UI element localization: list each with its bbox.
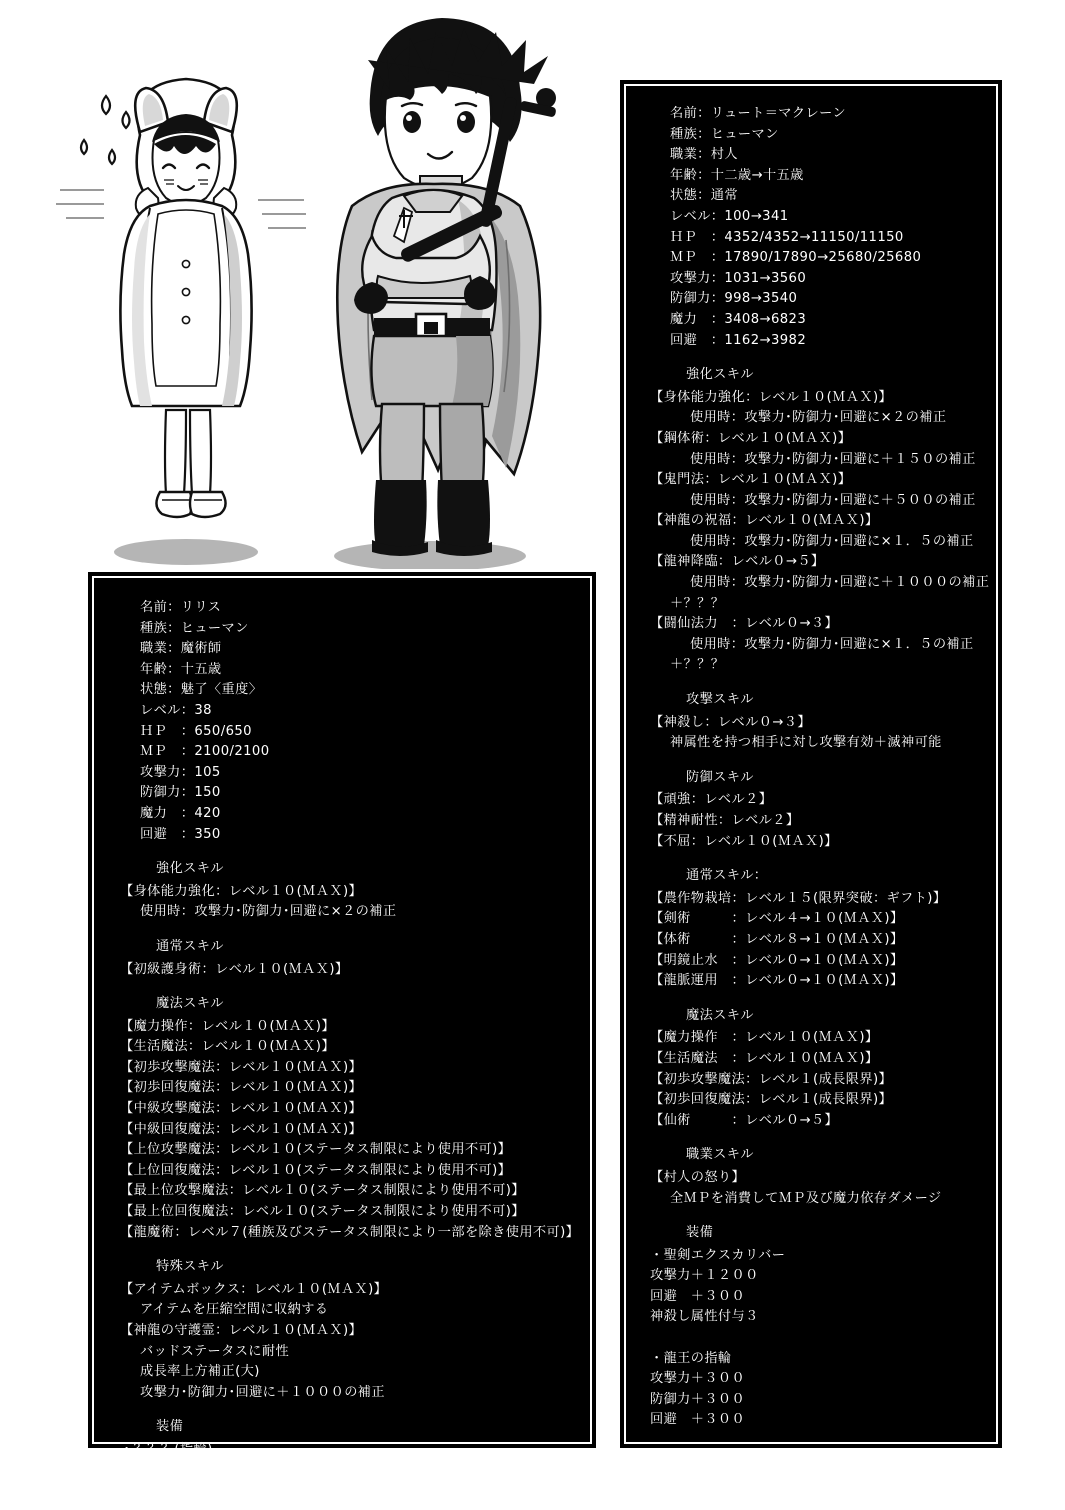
ryuto-name: 名前：リュート＝マクレーン [670, 106, 846, 121]
lilith-eva: 回避 ：350 [140, 826, 221, 842]
skill-line: 【龍神降臨：レベル０→５】 [650, 554, 825, 570]
skill-line: 【不屈：レベル１０(ＭＡＸ)】 [650, 833, 838, 849]
character-illustration [0, 0, 620, 580]
skill-line: 神殺し属性付与３ [650, 1309, 759, 1325]
skill-line: バッドステータスに耐性 [140, 1343, 290, 1359]
swordsman-boy-character [337, 18, 556, 556]
skill-line: 【最上位攻撃魔法：レベル１０(ステータス制限により使用不可)】 [120, 1183, 525, 1199]
lilith-mp: ＭＰ ：2100/2100 [140, 744, 270, 760]
ryuto-hp: ＨＰ ：4352/4352→11150/11150 [670, 229, 904, 245]
skill-line: 【神龍の守護霊：レベル１０(ＭＡＸ)】 [120, 1323, 363, 1338]
skill-section-title: 装備 [686, 1225, 714, 1241]
skill-line: アイテムを圧縮空間に収納する [140, 1302, 329, 1318]
skill-line: 防御力＋３００ [650, 1391, 746, 1407]
skill-line: 【体術 ：レベル８→１０(ＭＡＸ)】 [650, 931, 904, 947]
footer-strip [0, 1482, 1065, 1510]
skill-line: 【神殺し：レベル０→３】 [650, 714, 811, 730]
skill-line: 【龍魔術：レベル７(種族及びステータス制限により一部を除き使用不可)】 [120, 1224, 580, 1240]
skill-line: 使用時：攻撃力･防御力･回避に×２の補正 [140, 904, 397, 920]
skill-line: 【明鏡止水 ：レベル０→１０(ＭＡＸ)】 [650, 952, 904, 968]
skill-section-title: 装備 [156, 1419, 184, 1435]
skill-line: 【初歩回復魔法：レベル１０(ＭＡＸ)】 [120, 1080, 363, 1096]
skill-line: 【精神耐性：レベル２】 [650, 813, 800, 828]
skill-section-title: 攻撃スキル [686, 692, 754, 708]
lilith-mag: 魔力 ：420 [140, 805, 221, 821]
skill-line: 【身体能力強化：レベル１０(ＭＡＸ)】 [650, 389, 893, 405]
skill-section-title: 通常スキル： [686, 868, 768, 884]
illustration-area [0, 0, 620, 580]
skill-line: 使用時：攻撃力･防御力･回避に＋１０００の補正 [690, 575, 990, 591]
skill-section-title: 通常スキル [156, 938, 224, 954]
skill-line: 【上位回復魔法：レベル１０(ステータス制限により使用不可)】 [120, 1162, 512, 1178]
skill-line: 神属性を持つ相手に対し攻撃有効＋滅神可能 [670, 735, 942, 751]
skill-line: 使用時：攻撃力･防御力･回避に×１．５の補正 [690, 533, 974, 549]
lilith-race: 種族：ヒューマン [140, 620, 249, 636]
skill-section-title: 強化スキル [156, 861, 224, 877]
skill-section-title: 特殊スキル [156, 1259, 224, 1275]
skill-line: 【アイテムボックス：レベル１０(ＭＡＸ)】 [120, 1281, 388, 1297]
lilith-age: 年齢：十五歳 [140, 661, 222, 677]
skill-line: ・咎人ノ衣 [650, 1453, 718, 1469]
ryuto-mag: 魔力 ：3408→6823 [670, 311, 807, 327]
skill-line: 【仙術 ：レベル０→５】 [650, 1112, 839, 1128]
skill-line: 【初歩攻撃魔法：レベル１０(ＭＡＸ)】 [120, 1059, 363, 1075]
skill-section-title: 強化スキル [686, 367, 754, 383]
skill-line: 回避 ＋３００ [650, 1412, 746, 1428]
ryuto-def: 防御力：998→3540 [670, 291, 798, 307]
skill-line: 攻撃力＋３００ [650, 1371, 746, 1387]
lilith-level: レベル：38 [140, 702, 212, 718]
skill-line: 回避 ＋３００ [650, 1288, 746, 1304]
ryuto-mp: ＭＰ ：17890/17890→25680/25680 [670, 250, 922, 266]
hooded-girl-character [56, 79, 306, 517]
skill-line: 【龍脈運用 ：レベル０→１０(ＭＡＸ)】 [650, 973, 904, 989]
skill-section-title: 魔法スキル [686, 1007, 754, 1023]
lilith-hp: ＨＰ ：650/650 [140, 723, 252, 739]
status-panel-lilith [88, 572, 596, 1457]
skill-line: 【神龍の祝福：レベル１０(ＭＡＸ)】 [650, 513, 879, 529]
ryuto-atk: 攻撃力：1031→3560 [670, 270, 807, 286]
skill-line: 【生活魔法 ：レベル１０(ＭＡＸ)】 [650, 1050, 879, 1066]
status-panel-ryuto [620, 80, 1002, 1469]
lilith-name: 名前：リリス [140, 600, 222, 615]
skill-line: 使用時：攻撃力･防御力･回避に＋１５０の補正 [690, 451, 976, 467]
skill-line: ＋？？？ [670, 657, 725, 673]
skill-line: 【初級護身術：レベル１０(ＭＡＸ)】 [120, 961, 349, 977]
skill-line: 【初歩攻撃魔法：レベル１(成長限界)】 [650, 1071, 893, 1087]
skill-line: 【身体能力強化：レベル１０(ＭＡＸ)】 [120, 883, 363, 899]
skill-section-title: 職業スキル [686, 1147, 754, 1163]
skill-line: 【上位攻撃魔法：レベル１０(ステータス制限により使用不可)】 [120, 1142, 512, 1158]
lilith-def: 防御力：150 [140, 785, 221, 801]
skill-line: 【頑強：レベル２】 [650, 792, 773, 808]
skill-line: 【魔力操作：レベル１０(ＭＡＸ)】 [120, 1018, 335, 1034]
skill-line: 攻撃力＋１２００ [650, 1268, 759, 1284]
skill-line: ・聖剣エクスカリバー [650, 1247, 786, 1263]
skill-line: 【剣術 ：レベル４→１０(ＭＡＸ)】 [650, 911, 904, 927]
skill-line: 【村人の怒り】 [650, 1169, 746, 1185]
ryuto-state: 状態：通常 [670, 188, 738, 204]
skill-line: 【中級回復魔法：レベル１０(ＭＡＸ)】 [120, 1121, 363, 1137]
skill-line: 【中級攻撃魔法：レベル１０(ＭＡＸ)】 [120, 1101, 363, 1117]
skill-line: ・龍王の指輪 [650, 1350, 732, 1366]
skill-line: 【鬼門法：レベル１０(ＭＡＸ)】 [650, 472, 852, 488]
skill-line: 【闘仙法力 ：レベル０→３】 [650, 616, 839, 632]
skill-section-title: 魔法スキル [156, 996, 224, 1012]
lilith-sections [120, 859, 580, 1460]
lilith-atk: 攻撃力：105 [140, 764, 221, 780]
skill-line: 攻撃力･防御力･回避に＋１０００の補正 [140, 1384, 385, 1400]
skill-line: 【最上位回復魔法：レベル１０(ステータス制限により使用不可)】 [120, 1204, 525, 1220]
lilith-job: 職業：魔術師 [140, 641, 222, 657]
skill-line: 【魔力操作 ：レベル１０(ＭＡＸ)】 [650, 1030, 879, 1046]
lilith-state: 状態：魅了〈重度〉 [140, 682, 263, 698]
skill-line: 【農作物栽培：レベル１５(限界突破：ギフト)】 [650, 890, 947, 906]
skill-line: 【鋼体術：レベル１０(ＭＡＸ)】 [650, 430, 852, 446]
ryuto-age: 年齢：十二歳→十五歳 [670, 167, 804, 183]
skill-line [650, 1431, 984, 1452]
skill-line: 【初歩回復魔法：レベル１(成長限界)】 [650, 1092, 893, 1108]
skill-line: 【生活魔法：レベル１０(ＭＡＸ)】 [120, 1039, 335, 1055]
skill-line: 使用時：攻撃力･防御力･回避に＋５００の補正 [690, 492, 976, 508]
status-panel-ryuto-inner [624, 84, 998, 1469]
ryuto-level: レベル：100→341 [670, 208, 789, 224]
skill-line: 全ＭＰを消費してＭＰ及び魔力依存ダメージ [670, 1190, 942, 1206]
skill-line: 成長率上方補正(大) [140, 1364, 260, 1380]
ryuto-race: 種族：ヒューマン [670, 126, 779, 142]
skill-section-title: 防御スキル [686, 769, 754, 785]
skill-line: ＋？？？ [670, 595, 725, 611]
ryuto-eva: 回避 ：1162→3982 [670, 332, 807, 348]
skill-line: ・？？？(指輪) [120, 1441, 213, 1457]
ryuto-sections [650, 365, 990, 1510]
status-panel-lilith-inner [92, 576, 592, 1457]
skill-line [650, 1328, 984, 1349]
ryuto-job: 職業：村人 [670, 147, 738, 163]
skill-line: 使用時：攻撃力･防御力･回避に×２の補正 [690, 410, 947, 426]
skill-line: 使用時：攻撃力･防御力･回避に×１．５の補正 [690, 636, 974, 652]
